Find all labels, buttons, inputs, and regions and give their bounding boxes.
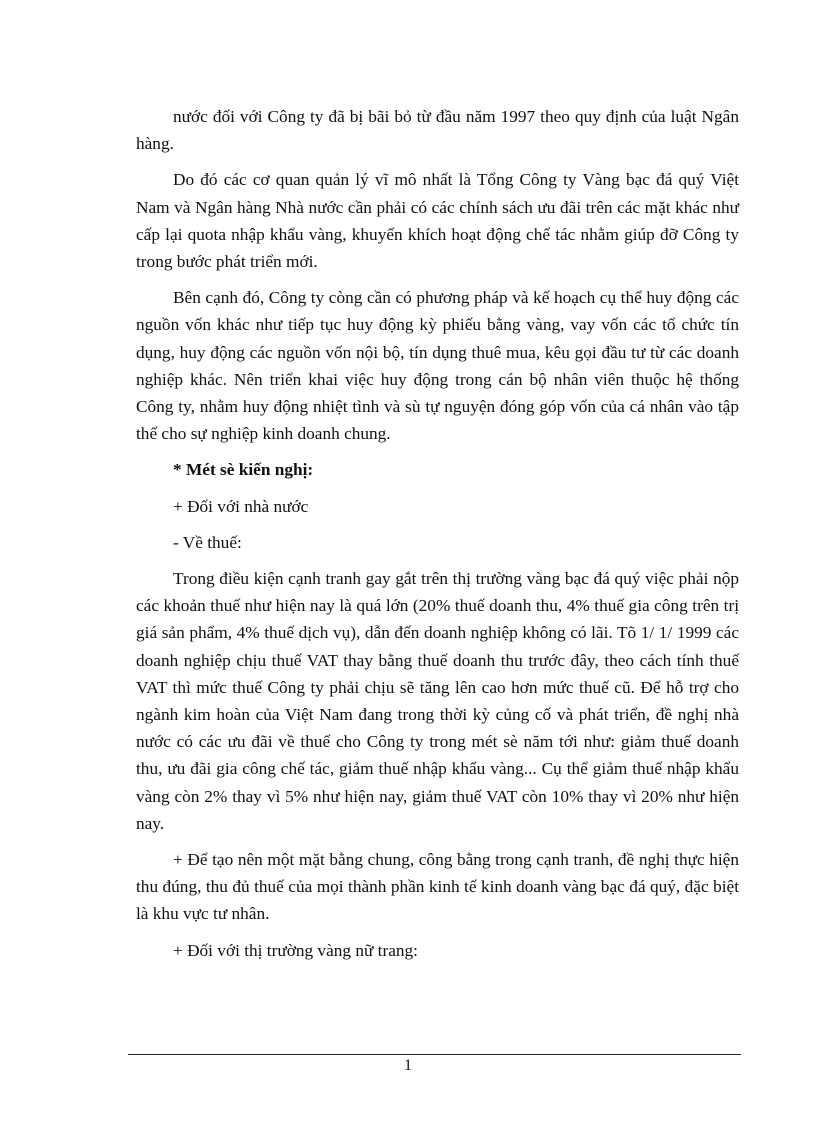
paragraph-macro-agencies: Do đó các cơ quan quản lý vĩ mô nhất là Tổng Công ty Vàng bạc đá quý Việt Nam và Ngân hàng Nhà nước cần phải có các chính sách ưu đãi trên các mặt khác như cấp lại quota nhập khẩu vàng, khuyến khích hoạt động chế tác nhằm giúp đỡ Công ty trong bước phát triển mới. (136, 170, 739, 272)
subheading-tax: - Về thuế: (173, 532, 242, 552)
section-heading-recommendations: * Mét sè kiến nghị: (173, 460, 314, 480)
paragraph-capital-mobilization: Bên cạnh đó, Công ty còng cần có phương pháp và kế hoạch cụ thể huy động các nguồn vốn khác như tiếp tục huy động kỳ phiếu bằng vàng, vay vốn các tổ chức tín dụng, huy động các nguồn vốn nội bộ, tín dụng thuê mua, kêu gọi đầu tư từ các doanh nghiệp khác. Nên triển khai việc huy động trong cán bộ nhân viên thuộc hệ thống Công ty, nhằm huy động nhiệt tình và sù tự nguyện đóng góp vốn của cá nhân vào tập thể cho sự nghiệp kinh doanh chung. (136, 288, 739, 444)
paragraph-tax-conditions: Trong điều kiện cạnh tranh gay gắt trên thị trường vàng bạc đá quý việc phải nộp các khoản thuế như hiện nay là quá lớn (20% thuế doanh thu, 4% thuế gia công trên trị giá sản phẩm, 4% thuế dịch vụ), dẫn đến doanh nghiệp không có lãi. Tõ 1/ 1/ 1999 các doanh nghiệp chịu thuế VAT thay bằng thuế doanh thu trước đây, theo cách tính thuế VAT thì mức thuế Công ty phải chịu sẽ tăng lên cao hơn mức thuế cũ. Để hỗ trợ cho ngành kim hoàn của Việt Nam đang trong thời kỳ củng cố và phát triển, đề nghị nhà nước có các ưu đãi về thuế cho Công ty trong mét sè năm tới như: giảm thuế doanh thu, ưu đãi gia công chế tác, giảm thuế nhập khẩu vàng... Cụ thể giảm thuế nhập khẩu vàng còn 2% thay vì 5% như hiện nay, giảm thuế VAT còn 10% thay vì 20% như hiện nay. (136, 569, 739, 833)
subheading-jewelry-market: + Đối với thị trường vàng nữ trang: (173, 940, 418, 960)
paragraph-fair-competition: + Để tạo nên một mặt bằng chung, công bằng trong cạnh tranh, đề nghị thực hiện thu đúng, thu đủ thuế của mọi thành phần kinh tế kinh doanh vàng bạc đá quý, đặc biệt là khu vực tư nhân. (136, 850, 739, 924)
document-body (136, 103, 739, 973)
page-number: 1 (404, 1057, 412, 1074)
subheading-state: + Đối với nhà nước (173, 496, 309, 516)
paragraph-banking-law: nước đối với Công ty đã bị bãi bỏ từ đầu năm 1997 theo quy định của luật Ngân hàng. (136, 107, 739, 154)
